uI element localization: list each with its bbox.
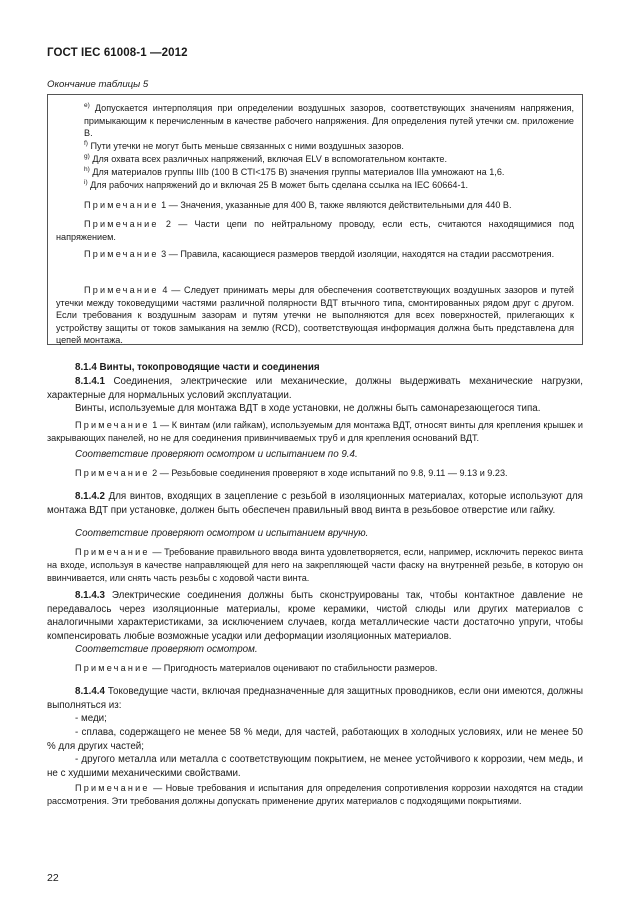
table-note-3: Примечание 3 — Правила, касающиеся размеров твердой изоляции, находятся на стадии рассмотрения. — [84, 249, 555, 259]
compliance-8-1-4-2: Соответствие проверяют осмотром и испытанием вручную. — [75, 528, 369, 539]
note-8-1-4-2: Примечание — Требование правильного ввода винта удовлетворяется, если, например, исключить перекос винта на входе, используя в качестве направляющей для него на закрепляющей части фаску на внутренней резьбе, в которую он ввинчивается, или снять часть резьбы с ходовой части винта. — [47, 547, 584, 583]
paragraph-8-1-4-1: 8.1.4.1 Соединения, электрические или механические, должны выдерживать механические нагрузки, характерные для нормальных условий эксплуатации. — [47, 376, 583, 401]
table-caption: Окончание таблицы 5 — [47, 79, 149, 90]
table-footnotes-box — [47, 94, 583, 345]
footnote-e: $^{е)}$ Допускается интерполяция при определении воздушных зазоров, соответствующих значениям напряжения, примыкающим к перечисленным в качестве рабочего напряжения. Для определения путей утечки см. приложение В. — [84, 102, 574, 138]
paragraph-8-1-4-4: 8.1.4.4 Токоведущие части, включая предназначенные для защитных проводников, если они имеются, должны выполняться из: — [47, 686, 584, 711]
compliance-8-1-4-3: Соответствие проверяют осмотром. — [75, 644, 258, 655]
compliance-8-1-4-1: Соответствие проверяют осмотром и испытанием по 9.4. — [75, 449, 358, 460]
note-8-1-4-4: Примечание — Новые требования и испытания для определения сопротивления коррозии находятся на стадии рассмотрения. Эти требования должны допускать применение других материалов с подходящими покрытиями. — [47, 783, 583, 806]
note-8-1-4-1-2: Примечание 2 — Резьбовые соединения проверяют в ходе испытаний по 9.8, 9.11 — 9.13 и 9.23. — [75, 468, 508, 478]
list-item-other-metal: - другого металла или металла с соответствующим покрытием, не менее устойчивого к коррозии, чем медь, и не с худшими механическими свойствами. — [47, 754, 583, 779]
footnote-i: $^{i)}$ Для рабочих напряжений до и включая 25 В может быть сделана ссылка на IEC 60664-1. — [84, 179, 469, 190]
note-8-1-4-3: Примечание — Пригодность материалов оценивают по стабильности размеров. — [75, 663, 438, 673]
table-note-1: Примечание 1 — Значения, указанные для 400 В, также являются действительными для 440 В. — [84, 200, 512, 210]
table-note-4: Примечание 4 — Следует принимать меры для обеспечения соответствующих воздушных зазоров и путей утечки между токоведущими частями различной полярности ВДТ втычного типа, смонтированных рядом друг с другом. Если требования к воздушным зазорам и путям утечки не выполняются для всех поверхностей, прилегающих к устройству защиты от токов замыкания на землю (RCD), соответствующая информация должна быть представлена для цепей монтажа. — [56, 285, 574, 345]
list-item-alloy: - сплава, содержащего не менее 58 % меди, для частей, работающих в холодных условиях, или не менее 50 % для других частей; — [47, 727, 583, 752]
document-header: ГОСТ IEC 61008-1 —2012 — [47, 47, 188, 59]
footnote-g: $^{g)}$ Для охвата всех различных напряжений, включая ELV в вспомогательном контакте. — [84, 153, 448, 164]
list-item-copper: - меди; — [75, 713, 107, 724]
footnote-h: $^{h)}$ Для материалов группы IIIb (100 В CTI<175 В) значения группы материалов IIIa умножают на 1,6. — [84, 166, 505, 177]
page-number: 22 — [47, 872, 59, 884]
paragraph-8-1-4-3: 8.1.4.3 Электрические соединения должны быть сконструированы так, чтобы контактное давление не передавалось через изоляционные материалы, кроме керамики, чистой слюды или других материалов с аналогичными характеристиками, за исключением случаев, когда металлические части достаточно упруги, чтобы компенсировать любые возможные усадки или деформации изоляционных материалов. — [47, 590, 583, 642]
paragraph-8-1-4-2: 8.1.4.2 Для винтов, входящих в зацепление с резьбой в изоляционных материалах, которые используют для монтажа ВДТ при установке, должен быть обеспечен правильный ввод винта в резьбовое отверстие или гайку. — [47, 491, 583, 516]
note-8-1-4-1-1: Примечание 1 — К винтам (или гайкам), используемым для монтажа ВДТ, относят винты для крепления крышек и закрывающих панелей, но не для соединения привинчиваемых труб и для крепления оснований ВДТ. — [47, 420, 583, 443]
section-heading-8-1-4: 8.1.4 Винты, токопроводящие части и соединения — [75, 362, 320, 373]
footnote-f: $^{f)}$ Пути утечки не могут быть меньше связанных с ними воздушных зазоров. — [84, 140, 404, 151]
table-note-2: Примечание 2 — Части цепи по нейтральному проводу, если есть, считаются находящимися под напряжением. — [56, 219, 574, 242]
paragraph-8-1-4-1-screws: Винты, используемые для монтажа ВДТ в ходе установки, не должны быть самонарезающегося типа. — [75, 403, 541, 414]
